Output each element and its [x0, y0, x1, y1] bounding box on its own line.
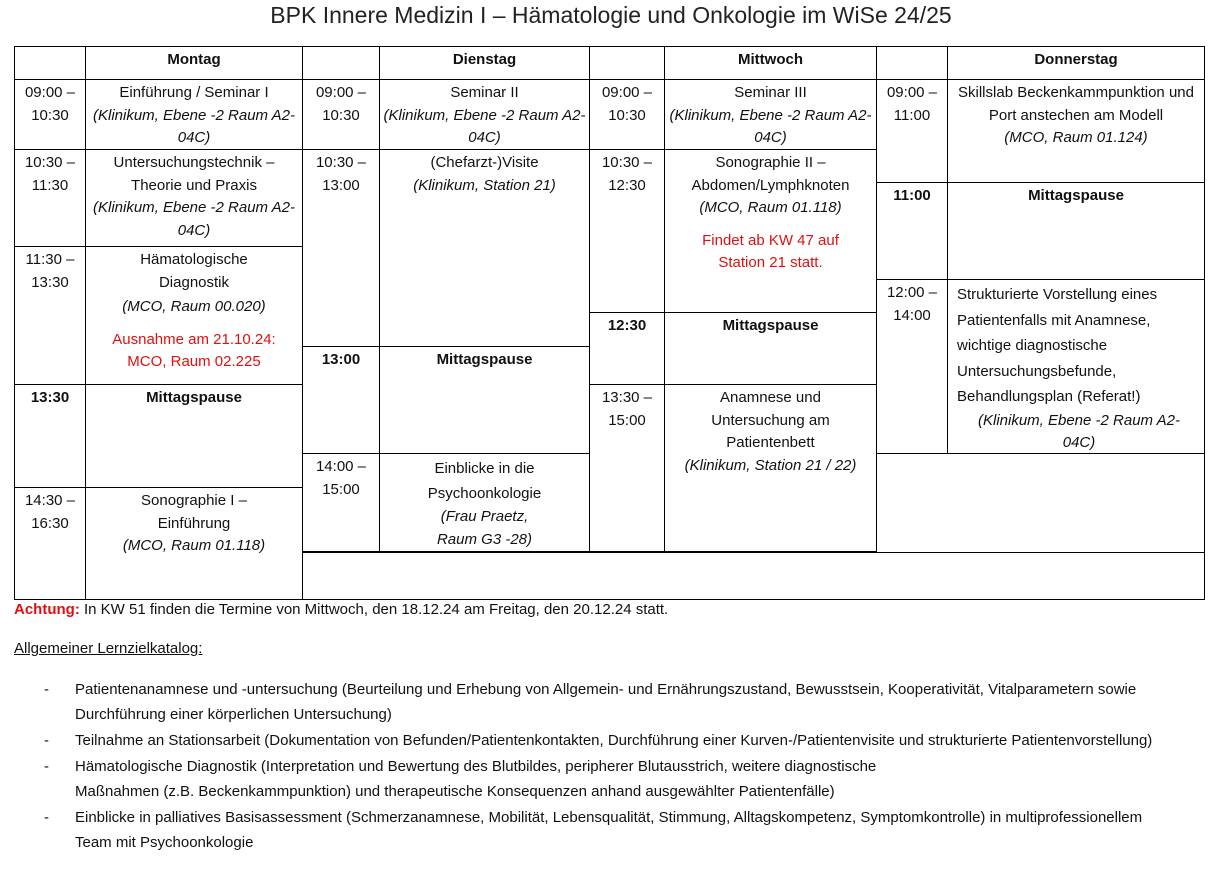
thursday-time-3: 12:00 – 14:00 [877, 280, 948, 454]
event-title: Seminar II [450, 84, 519, 101]
wednesday-lunch: Mittagspause [665, 313, 877, 385]
event-location: (MCO, Raum 01.118) [122, 537, 266, 554]
monday-event-5 [86, 488, 303, 600]
wednesday-event-2 [665, 150, 877, 313]
learning-goals-list [14, 677, 1204, 856]
attention-text: In KW 51 finden die Termine von Mittwoch, den 18.12.24 am Freitag, den 20.12.24 statt. [79, 601, 669, 618]
monday-time-4: 13:30 [15, 385, 86, 488]
event-title: Anamnese und Untersuchung am Patientenbett [711, 389, 830, 451]
event-location: (Klinikum, Ebene -2 Raum A2-04C) [977, 411, 1181, 451]
header-monday: Montag [86, 47, 303, 80]
event-title: Untersuchungstechnik – Theorie und Praxis [113, 154, 275, 194]
bullet-dash: - [44, 732, 49, 749]
thursday-event-1 [948, 80, 1204, 183]
event-title: Sonographie II – Abdomen/Lymphknoten [691, 154, 850, 194]
event-location: (Klinikum, Station 21) [413, 176, 556, 194]
list-item-text: Teilnahme an Stationsarbeit (Dokumentation von Befunden/Patientenkontakten, Durchführung einer Kurven-/Patientenvisite und strukturierte Patientenvorstellung) [75, 732, 1153, 749]
list-item-text: Einblicke in palliatives Basisassessment (Schmerzanamnese, Mobilität, Lebensqualität, Stimmung, Alltagskompetenz, Symptomkontrolle) in multiprofessionellem Team mit Psychoonkologie [75, 809, 1143, 851]
tuesday-time-3: 13:00 [303, 347, 380, 454]
wednesday-time-1: 09:00 – 10:30 [590, 80, 665, 150]
header-thursday-time [877, 47, 948, 80]
monday-event-2 [86, 150, 303, 247]
monday-event-3 [86, 247, 303, 385]
event-location: (Klinikum, Ebene -2 Raum A2-04C) [92, 106, 296, 146]
event-location: (Klinikum, Station 21 / 22) [684, 456, 857, 474]
header-tuesday: Dienstag [380, 47, 590, 80]
page-title: BPK Innere Medizin I – Hämatologie und Onkologie im WiSe 24/25 [270, 2, 952, 28]
wednesday-time-4: 13:30 – 15:00 [590, 385, 665, 552]
list-item [14, 805, 1204, 855]
event-location: (MCO, Raum 00.020) [122, 298, 266, 315]
monday-time-1: 09:00 – 10:30 [15, 80, 86, 150]
event-note: Ausnahme am 21.10.24: MCO, Raum 02.225 [112, 330, 276, 370]
event-location: (Klinikum, Ebene -2 Raum A2-04C) [669, 106, 872, 146]
tuesday-lunch: Mittagspause [380, 347, 590, 454]
event-location: (MCO, Raum 01.118) [699, 199, 842, 216]
event-location: (Klinikum, Ebene -2 Raum A2-04C) [92, 199, 296, 239]
header-wednesday-time [590, 47, 665, 80]
header-wednesday: Mittwoch [665, 47, 877, 80]
thursday-lunch: Mittagspause [948, 183, 1204, 280]
tuesday-event-1 [380, 80, 590, 150]
monday-lunch: Mittagspause [86, 385, 303, 488]
monday-event-1 [86, 80, 303, 150]
list-item [14, 754, 1204, 804]
event-title: Einführung / Seminar I [119, 84, 269, 101]
wednesday-time-2: 10:30 – 12:30 [590, 150, 665, 313]
event-title: Sonographie I – Einführung [141, 492, 247, 532]
header-thursday: Donnerstag [948, 47, 1204, 80]
bullet-dash: - [44, 681, 49, 698]
wednesday-event-4 [665, 385, 877, 552]
wednesday-event-1 [665, 80, 877, 150]
event-title: Skillslab Beckenkammpunktion und Port anstechen am Modell [958, 84, 1194, 124]
tuesday-time-1: 09:00 – 10:30 [303, 80, 380, 150]
list-item [14, 677, 1204, 727]
monday-time-3: 11:30 – 13:30 [15, 247, 86, 385]
thursday-time-1: 09:00 – 11:00 [877, 80, 948, 183]
catalog-heading: Allgemeiner Lernzielkatalog: [14, 640, 203, 657]
list-item-text: Patientenanamnese und -untersuchung (Beurteilung und Erhebung von Allgemein- und Ernährungszustand, Bewusstsein, Kooperativität, Vitalparametern sowie Durchführung einer körperlichen Untersuchung) [75, 681, 1137, 723]
thursday-event-3 [948, 280, 1204, 454]
tuesday-event-2 [380, 150, 590, 347]
event-location: (MCO, Raum 01.124) [1004, 129, 1148, 146]
wednesday-time-3: 12:30 [590, 313, 665, 385]
header-corner [15, 47, 86, 80]
bullet-dash: - [44, 809, 49, 826]
monday-time-2: 10:30 – 11:30 [15, 150, 86, 247]
event-title: Strukturierte Vorstellung eines Patientenfalls mit Anamnese, wichtige diagnostische Untersuchungsbefunde, Behandlungsplan (Referat!) [957, 286, 1158, 405]
bullet-dash: - [44, 758, 49, 775]
event-title: Hämatologische Diagnostik [140, 251, 248, 291]
event-title: Seminar III [734, 84, 807, 101]
list-item-text: Hämatologische Diagnostik (Interpretation und Bewertung des Blutbildes, peripherer Blutausstrich, weitere diagnostische Maßnahmen (z.B. Beckenkammpunktion) und therapeutische Konsequenzen anhand ausgewählter Patientenfälle) [75, 758, 877, 800]
thursday-time-2: 11:00 [877, 183, 948, 280]
event-note: Findet ab KW 47 auf Station 21 statt. [702, 231, 839, 271]
attention-note [14, 601, 668, 618]
attention-label: Achtung: [14, 601, 80, 618]
tuesday-time-4: 14:00 – 15:00 [303, 454, 380, 552]
event-title: Einblicke in die Psychoonkologie [427, 460, 542, 502]
event-location: (Frau Praetz, Raum G3 -28) [436, 508, 533, 548]
tuesday-event-4 [380, 454, 590, 552]
event-location: (Klinikum, Ebene -2 Raum A2-04C) [383, 106, 586, 146]
monday-time-5: 14:30 – 16:30 [15, 488, 86, 600]
list-item [14, 728, 1204, 753]
event-title: (Chefarzt-)Visite [430, 154, 539, 171]
tuesday-time-2: 10:30 – 13:00 [303, 150, 380, 347]
schedule-table [14, 46, 1205, 600]
header-tuesday-time [303, 47, 380, 80]
empty-bottom-area [303, 552, 1204, 600]
